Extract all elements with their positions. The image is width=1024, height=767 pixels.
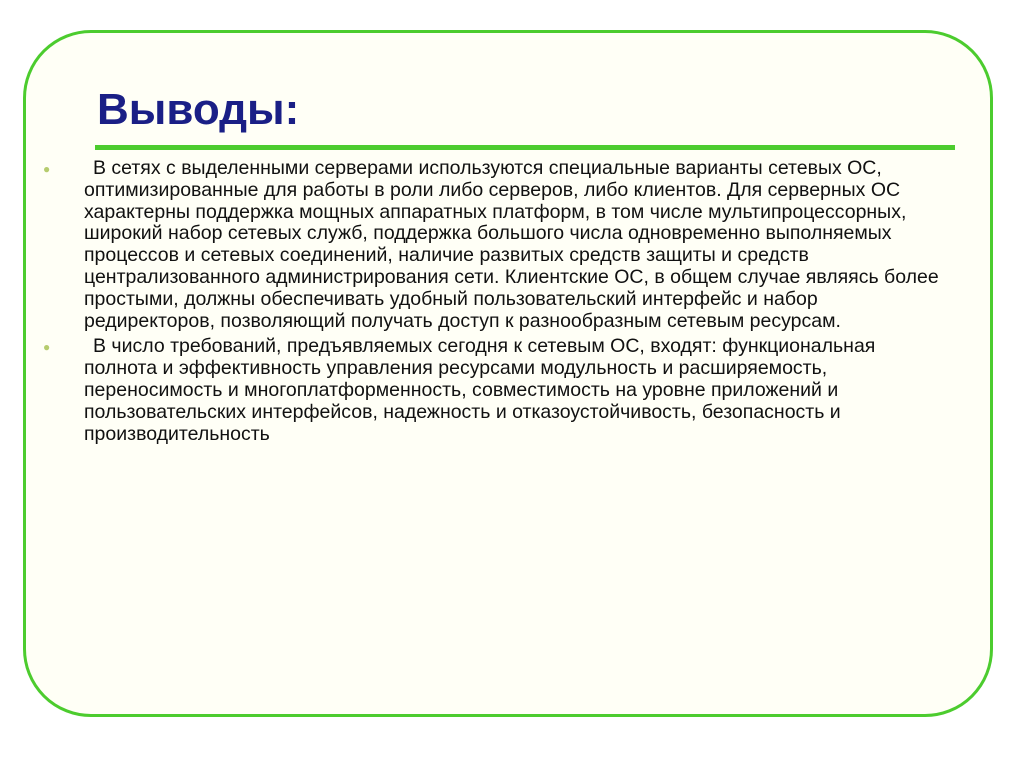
title-underline xyxy=(95,145,955,150)
bullet-item-requirements xyxy=(40,336,940,445)
bullet-text: В число требований, предъявляемых сегодня к сетевым ОС, входят: функциональная полнота и эффективность управления ресурсами модульность и расширяемость, переносимость и многоплатформенность, совместимость на уровне приложений и пользовательских интерфейсов, надежность и отказоустойчивость, безопасность и производительность xyxy=(84,335,876,445)
bullet-dot-icon: ● xyxy=(43,340,51,355)
slide-title: Выводы: xyxy=(97,85,300,134)
bullet-text: В сетях с выделенными серверами используются специальные варианты сетевых ОС, оптимизированные для работы в роли либо серверов, либо клиентов. Для серверных ОС характерны поддержка мощных аппаратных платформ, в том числе мультипроцессорных, широкий набор сетевых служб, поддержка большого числа одновременно выполняемых процессов и сетевых соединений, наличие развитых средств защиты и средств централизованного администрирования сети. Клиентские ОС, в общем случае являясь более простыми, должны обеспечивать удобный пользовательский интерфейс и набор редиректоров, позволяющий получать доступ к разнообразным сетевым ресурсам. xyxy=(84,157,939,332)
bullet-dot-icon: ● xyxy=(43,162,51,176)
bullet-list xyxy=(40,158,940,449)
bullet-item-servers xyxy=(40,158,940,332)
